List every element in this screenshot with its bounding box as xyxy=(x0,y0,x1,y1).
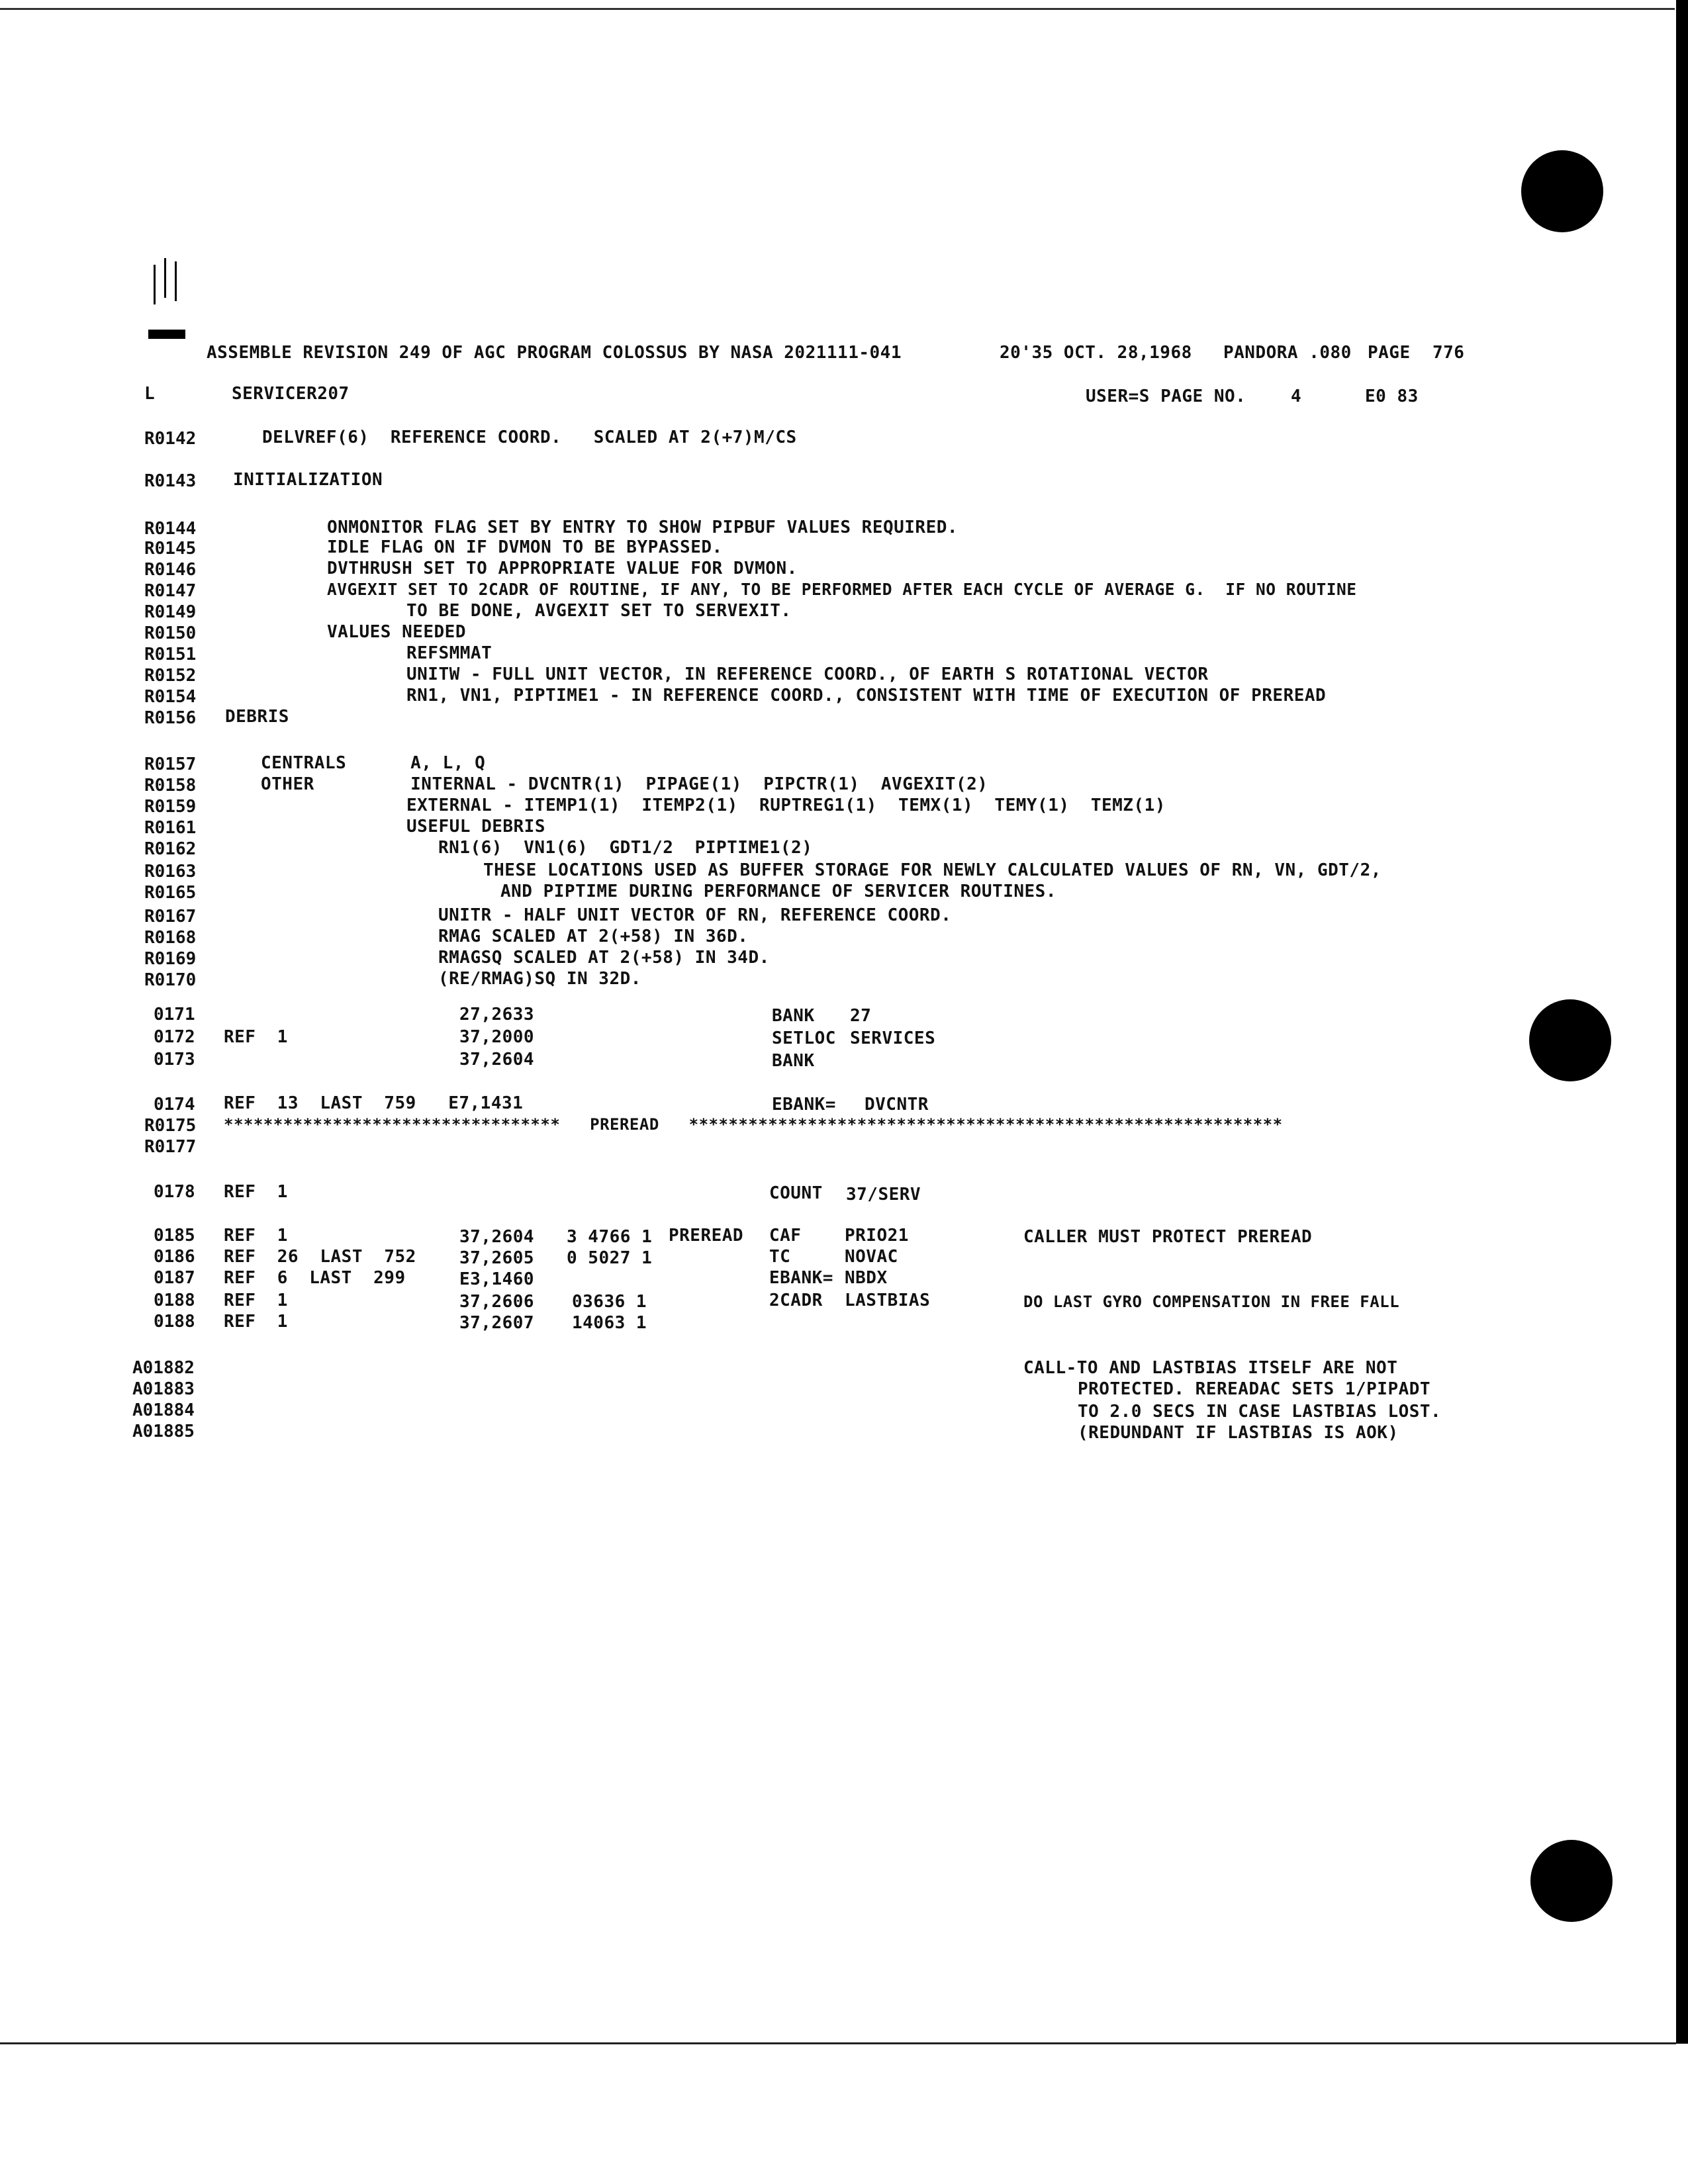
operand: LASTBIAS xyxy=(845,1291,931,1310)
location: 37,2000 xyxy=(459,1027,535,1047)
machine-word: 3 4766 1 xyxy=(567,1227,653,1247)
log-section: SERVICER207 xyxy=(232,384,350,404)
operand: DVCNTR xyxy=(865,1095,929,1115)
listing-line: DEBRIS xyxy=(225,707,289,727)
line-number: R0147 xyxy=(144,581,197,601)
line-number: R0145 xyxy=(144,539,197,559)
listing-line: EXTERNAL - ITEMP1(1) ITEMP2(1) RUPTREG1(1) TEMX(1) TEMY(1) TEMZ(1) xyxy=(406,796,1166,815)
line-number: R0177 xyxy=(144,1137,197,1157)
line-number: 0178 xyxy=(154,1182,195,1202)
opcode: CAF xyxy=(769,1226,802,1246)
opcode: BANK xyxy=(772,1051,815,1071)
line-number: R0150 xyxy=(144,623,197,643)
opcode: 2CADR xyxy=(769,1291,823,1310)
note-text: TO 2.0 SECS IN CASE LASTBIAS LOST. xyxy=(1078,1402,1442,1422)
listing-line: TO BE DONE, AVGEXIT SET TO SERVEXIT. xyxy=(406,601,792,621)
listing-line: REF 26 LAST 752 xyxy=(224,1247,416,1267)
line-number: R0156 xyxy=(144,708,197,728)
listing-line: ONMONITOR FLAG SET BY ENTRY TO SHOW PIPBUF VALUES REQUIRED. xyxy=(327,518,959,537)
punch-hole-icon xyxy=(1521,150,1603,232)
operand: 27 xyxy=(850,1006,872,1026)
punch-hole-icon xyxy=(1530,1840,1613,1922)
listing-line: THESE LOCATIONS USED AS BUFFER STORAGE FOR NEWLY CALCULATED VALUES OF RN, VN, GDT/2, xyxy=(483,860,1382,880)
operand: NOVAC xyxy=(845,1247,898,1267)
location: 37,2607 xyxy=(459,1313,535,1333)
listing-line: REF 1 xyxy=(224,1182,288,1202)
line-number: R0143 xyxy=(144,471,197,491)
note-number: A01885 xyxy=(132,1422,195,1441)
listing-line: 27,2633 xyxy=(459,1005,535,1024)
line-number: R0161 xyxy=(144,818,197,838)
opcode: TC xyxy=(769,1247,791,1267)
line-number: R0162 xyxy=(144,839,197,859)
timestamp: 20'35 OCT. 28,1968 xyxy=(1000,343,1192,363)
right-edge-bar xyxy=(1676,0,1688,2044)
line-number: R0149 xyxy=(144,602,197,622)
opcode: BANK xyxy=(772,1006,815,1026)
operand: SERVICES xyxy=(850,1028,936,1048)
listing-line: AVGEXIT SET TO 2CADR OF ROUTINE, IF ANY, TO BE PERFORMED AFTER EACH CYCLE OF AVERAGE G. IF NO ROUTINE xyxy=(327,580,1357,599)
listing-line: AND PIPTIME DURING PERFORMANCE OF SERVICER ROUTINES. xyxy=(500,882,1056,901)
line-number: R0159 xyxy=(144,797,197,817)
line-number: R0168 xyxy=(144,928,197,948)
listing-line: (RE/RMAG)SQ IN 32D. xyxy=(438,969,641,989)
line-number: R0142 xyxy=(144,429,197,449)
separator-mark-icon xyxy=(164,258,166,298)
opcode: SETLOC xyxy=(772,1028,836,1048)
separator-mark-icon xyxy=(175,261,177,301)
listing-line: DVTHRUSH SET TO APPROPRIATE VALUE FOR DVMON. xyxy=(327,559,798,578)
line-number: R0146 xyxy=(144,560,197,580)
line-number: 0173 xyxy=(154,1050,195,1069)
note-number: A01882 xyxy=(132,1358,195,1378)
line-number: R0169 xyxy=(144,949,197,969)
note-number: A01883 xyxy=(132,1379,195,1399)
punch-hole-icon xyxy=(1529,999,1611,1081)
comment: CALLER MUST PROTECT PREREAD xyxy=(1023,1227,1313,1247)
line-number: 0174 xyxy=(154,1095,195,1115)
listing-line: USEFUL DEBRIS xyxy=(406,817,545,837)
page-label: PAGE xyxy=(1368,343,1411,363)
listing-line: RMAG SCALED AT 2(+58) IN 36D. xyxy=(438,927,749,946)
line-number: 0186 xyxy=(154,1247,195,1267)
line-number: R0165 xyxy=(144,883,197,903)
listing-line: OTHER INTERNAL - DVCNTR(1) PIPAGE(1) PIPCTR(1) AVGEXIT(2) xyxy=(261,774,988,794)
listing-line: RMAGSQ SCALED AT 2(+58) IN 34D. xyxy=(438,948,770,968)
separator-line: ********************************** PREREAD ************************************************************ xyxy=(224,1115,1283,1134)
note-text: (REDUNDANT IF LASTBIAS IS AOK) xyxy=(1078,1423,1399,1443)
note-number: A01884 xyxy=(132,1400,195,1420)
line-number: 0172 xyxy=(154,1027,195,1047)
listing-line: INITIALIZATION xyxy=(233,470,383,490)
flag-letter: L xyxy=(144,384,156,404)
listing-line: REF 1 xyxy=(224,1027,288,1047)
machine-word: 0 5027 1 xyxy=(567,1248,653,1268)
line-number: R0154 xyxy=(144,687,197,707)
listing-line: CENTRALS A, L, Q xyxy=(261,753,486,773)
line-number: R0158 xyxy=(144,776,197,796)
note-text: PROTECTED. REREADAC SETS 1/PIPADT xyxy=(1078,1379,1431,1399)
location: 37,2604 xyxy=(459,1227,535,1247)
location: E3,1460 xyxy=(459,1269,535,1289)
listing-line: DELVREF(6) REFERENCE COORD. SCALED AT 2(+7)M/CS xyxy=(262,428,797,447)
listing-line: REFSMMAT xyxy=(406,643,492,663)
listing-line: RN1, VN1, PIPTIME1 - IN REFERENCE COORD., CONSISTENT WITH TIME OF EXECUTION OF PREREAD xyxy=(406,686,1327,705)
line-number: 0185 xyxy=(154,1226,195,1246)
page-number: 776 xyxy=(1432,343,1465,363)
line-number: R0163 xyxy=(144,862,197,882)
eo-field: E0 83 xyxy=(1365,387,1419,406)
line-number: R0157 xyxy=(144,754,197,774)
note-text: CALL-TO AND LASTBIAS ITSELF ARE NOT xyxy=(1023,1358,1398,1378)
listing-line: REF 13 LAST 759 E7,1431 xyxy=(224,1093,524,1113)
assembly-header: ASSEMBLE REVISION 249 OF AGC PROGRAM COLOSSUS BY NASA 2021111-041 xyxy=(207,343,902,363)
line-number: R0144 xyxy=(144,519,197,539)
operand: NBDX xyxy=(845,1268,888,1288)
line-number: R0151 xyxy=(144,645,197,664)
line-number: 0187 xyxy=(154,1268,195,1288)
system-name: PANDORA .080 xyxy=(1223,343,1352,363)
opcode: COUNT xyxy=(769,1183,823,1203)
listing-line: UNITW - FULL UNIT VECTOR, IN REFERENCE COORD., OF EARTH S ROTATIONAL VECTOR xyxy=(406,664,1209,684)
machine-word: 03636 1 xyxy=(572,1292,647,1312)
line-number: 0171 xyxy=(154,1005,195,1024)
location: 37,2605 xyxy=(459,1248,535,1268)
listing-line: REF 1 xyxy=(224,1226,288,1246)
opcode: EBANK= xyxy=(772,1095,836,1115)
listing-line: REF 1 xyxy=(224,1291,288,1310)
line-number: R0170 xyxy=(144,970,197,990)
bottom-edge xyxy=(0,2042,1676,2044)
line-number: R0152 xyxy=(144,666,197,686)
separator-mark-icon xyxy=(154,265,156,304)
label: PREREAD xyxy=(669,1226,744,1246)
listing-line: REF 1 xyxy=(224,1312,288,1332)
machine-word: 14063 1 xyxy=(572,1313,647,1333)
location: 37,2606 xyxy=(459,1292,535,1312)
line-number: 0188 xyxy=(154,1312,195,1332)
top-edge xyxy=(0,8,1675,10)
listing-line: REF 6 LAST 299 xyxy=(224,1268,406,1288)
user-page-label: USER=S PAGE NO. xyxy=(1086,387,1246,406)
listing-line: IDLE FLAG ON IF DVMON TO BE BYPASSED. xyxy=(327,537,723,557)
listing-line: UNITR - HALF UNIT VECTOR OF RN, REFERENCE COORD. xyxy=(438,905,952,925)
operand: PRIO21 xyxy=(845,1226,909,1246)
line-number: 0188 xyxy=(154,1291,195,1310)
listing-line: VALUES NEEDED xyxy=(327,622,466,642)
line-number: R0167 xyxy=(144,907,197,927)
opcode: EBANK= xyxy=(769,1268,833,1288)
listing-line: 37,2604 xyxy=(459,1050,535,1069)
line-number: R0175 xyxy=(144,1116,197,1136)
listing-line: RN1(6) VN1(6) GDT1/2 PIPTIME1(2) xyxy=(438,838,813,858)
comment: DO LAST GYRO COMPENSATION IN FREE FALL xyxy=(1023,1293,1400,1311)
separator-mark-base xyxy=(148,330,185,339)
operand: 37/SERV xyxy=(846,1185,921,1205)
user-page-number: 4 xyxy=(1291,387,1302,406)
